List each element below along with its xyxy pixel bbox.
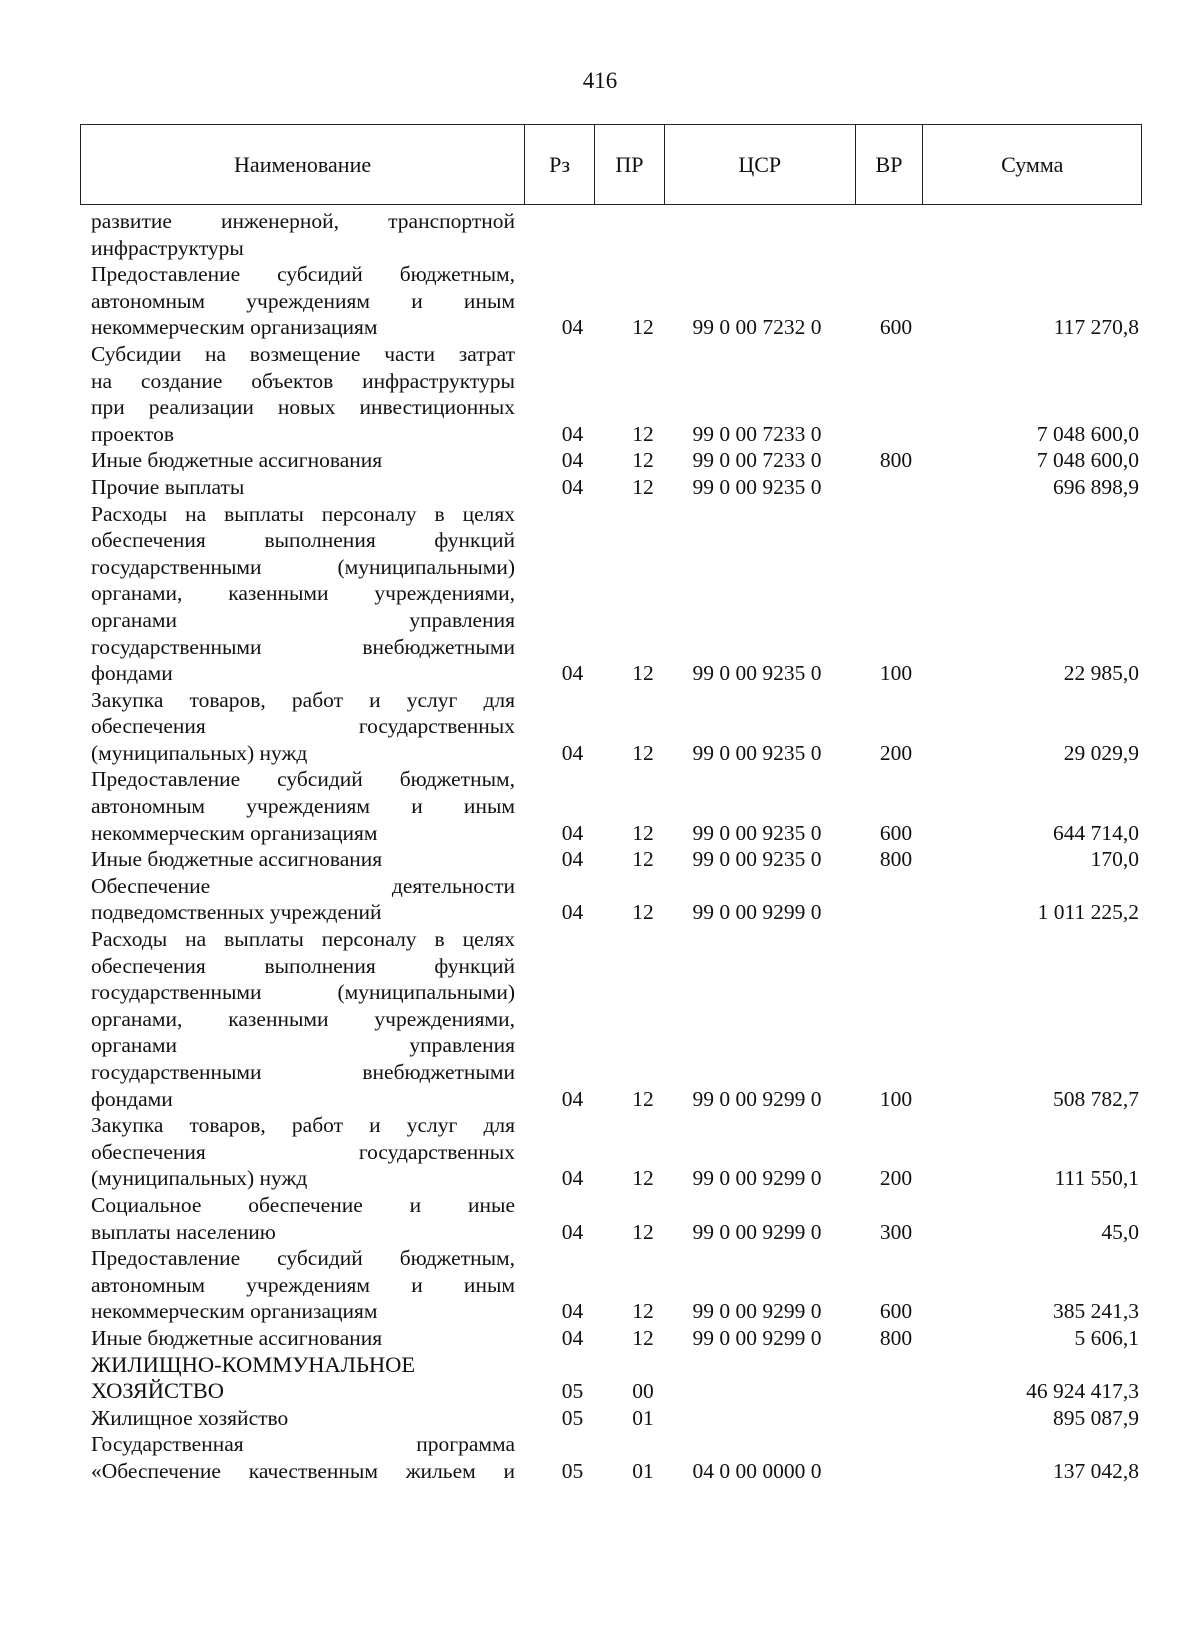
row-name-line: фондами: [91, 661, 173, 686]
row-rz: 04: [561, 315, 584, 340]
row-vr: 300: [879, 1219, 913, 1244]
row-rz: 04: [561, 448, 584, 473]
row-pr: 12: [632, 1219, 654, 1244]
row-vr: 800: [879, 448, 913, 473]
row-name-line: Обеспечение деятельности: [91, 873, 515, 898]
row-rz: 04: [561, 474, 584, 499]
row-sum: 137 042,8: [1053, 1458, 1139, 1483]
row-sum: 45,0: [1101, 1219, 1139, 1244]
row-csr: 99 0 00 7232 0: [692, 315, 822, 340]
row-name-line: государственными (муниципальными): [91, 554, 515, 579]
row-name-line: Закупка товаров, работ и услуг для: [91, 687, 515, 712]
row-name-line: фондами: [91, 1086, 173, 1111]
table-row: [91, 474, 1141, 501]
row-name-line: Государственная программа: [91, 1432, 515, 1457]
row-sum: 5 606,1: [1074, 1325, 1139, 1350]
row-name-line: Субсидии на возмещение части затрат: [91, 341, 515, 366]
row-sum: 22 985,0: [1063, 661, 1139, 686]
row-vr: 600: [879, 820, 913, 845]
row-pr: 12: [632, 1086, 654, 1111]
row-csr: 99 0 00 9235 0: [692, 820, 822, 845]
row-name-line: Предоставление субсидий бюджетным,: [91, 262, 515, 287]
row-name-line: Расходы на выплаты персоналу в целях: [91, 501, 515, 526]
table-row: [91, 1112, 1141, 1192]
row-name: [91, 846, 515, 873]
row-csr: 99 0 00 9235 0: [692, 661, 822, 686]
header-name: Наименование: [81, 125, 525, 204]
row-name-line: обеспечения выполнения функций: [91, 953, 515, 978]
row-name: [91, 1405, 515, 1432]
row-sum: 7 048 600,0: [1036, 421, 1139, 446]
row-name-line: Социальное обеспечение и иные: [91, 1192, 515, 1217]
row-name-line: «Обеспечение качественным жильем и: [91, 1458, 515, 1483]
row-name-line: автономным учреждениям и иным: [91, 288, 515, 313]
row-rz: 04: [561, 740, 584, 765]
row-pr: 12: [632, 661, 654, 686]
table-row: [91, 846, 1141, 873]
row-pr: 12: [632, 900, 654, 925]
row-rz: 04: [561, 661, 584, 686]
row-name-line: органами управления: [91, 1033, 515, 1058]
row-name-line: Закупка товаров, работ и услуг для: [91, 1113, 515, 1138]
row-name-line: некоммерческим организациям: [91, 315, 378, 340]
row-pr: 12: [632, 740, 654, 765]
row-pr: 12: [632, 315, 654, 340]
row-name-line: Иные бюджетные ассигнования: [91, 1325, 383, 1350]
row-name-line: Расходы на выплаты персоналу в целях: [91, 927, 515, 952]
row-name-line: обеспечения государственных: [91, 1139, 515, 1164]
row-rz: 05: [561, 1458, 584, 1483]
table-row: [91, 208, 1141, 261]
row-name: [91, 447, 515, 474]
row-csr: 04 0 00 0000 0: [692, 1458, 822, 1483]
row-rz: 04: [561, 900, 584, 925]
row-rz: 05: [561, 1405, 584, 1430]
row-vr: 100: [879, 1086, 913, 1111]
row-name-line: ЖИЛИЩНО-КОММУНАЛЬНОЕ: [91, 1351, 416, 1377]
row-name-line: органами, казенными учреждениями,: [91, 581, 515, 606]
row-csr: 99 0 00 9235 0: [692, 740, 822, 765]
row-name-line: обеспечения выполнения функций: [91, 528, 515, 553]
row-name-line: Прочие выплаты: [91, 474, 245, 499]
table-row: [91, 687, 1141, 767]
row-csr: 99 0 00 9299 0: [692, 1219, 822, 1244]
table-row: [91, 1352, 1141, 1405]
row-name-line: государственными (муниципальными): [91, 980, 515, 1005]
table-body: [91, 208, 1141, 1485]
row-vr: 600: [879, 315, 913, 340]
row-name-line: обеспечения государственных: [91, 714, 515, 739]
row-rz: 04: [561, 1219, 584, 1244]
table-row: [91, 261, 1141, 341]
row-name-line: автономным учреждениям и иным: [91, 794, 515, 819]
row-sum: 29 029,9: [1063, 740, 1139, 765]
row-csr: 99 0 00 9235 0: [692, 474, 822, 499]
table-row: [91, 447, 1141, 474]
row-sum: 696 898,9: [1053, 474, 1139, 499]
row-name-line: подведомственных учреждений: [91, 900, 382, 925]
row-name: [91, 261, 515, 341]
row-csr: 99 0 00 9299 0: [692, 1299, 822, 1324]
table-row: [91, 341, 1141, 447]
row-csr: 99 0 00 9299 0: [692, 1166, 822, 1191]
header-rz: Рз: [525, 125, 595, 204]
row-name: [91, 687, 515, 767]
row-name: [91, 208, 515, 261]
row-sum: 508 782,7: [1053, 1086, 1139, 1111]
table-row: [91, 873, 1141, 926]
row-name-line: некоммерческим организациям: [91, 820, 378, 845]
row-name: [91, 926, 515, 1112]
row-name-line: государственными внебюджетными: [91, 634, 515, 659]
row-vr: 600: [879, 1299, 913, 1324]
row-name-line: Иные бюджетные ассигнования: [91, 847, 383, 872]
row-rz: 04: [561, 1325, 584, 1350]
row-csr: 99 0 00 7233 0: [692, 448, 822, 473]
row-pr: 01: [632, 1405, 654, 1430]
row-rz: 04: [561, 1086, 584, 1111]
row-sum: 46 924 417,3: [1026, 1379, 1139, 1404]
row-csr: 99 0 00 9299 0: [692, 1325, 822, 1350]
row-name-line: автономным учреждениям и иным: [91, 1272, 515, 1297]
table-row: [91, 766, 1141, 846]
row-vr: 100: [879, 661, 913, 686]
row-name-line: (муниципальных) нужд: [91, 1166, 308, 1191]
table-header: [80, 124, 1142, 205]
row-pr: 12: [632, 421, 654, 446]
page-number: 416: [582, 68, 618, 93]
row-rz: 04: [561, 847, 584, 872]
table-row: [91, 1245, 1141, 1325]
row-name: [91, 1112, 515, 1192]
row-name: [91, 1352, 515, 1405]
row-name-line: выплаты населению: [91, 1219, 276, 1244]
table-row: [91, 1192, 1141, 1245]
row-name-line: органами управления: [91, 607, 515, 632]
row-name-line: развитие инженерной, транспортной: [91, 209, 515, 233]
header-sum: Сумма: [1001, 151, 1064, 177]
row-sum: 644 714,0: [1053, 820, 1139, 845]
row-csr: 99 0 00 9299 0: [692, 1086, 822, 1111]
row-name: [91, 341, 515, 447]
row-name-line: на создание объектов инфраструктуры: [91, 368, 515, 393]
row-name: [91, 474, 515, 501]
row-rz: 05: [561, 1379, 584, 1404]
table-row: [91, 1431, 1141, 1484]
row-vr: 200: [879, 1166, 913, 1191]
row-pr: 12: [632, 474, 654, 499]
row-name-line: Жилищное хозяйство: [91, 1405, 289, 1430]
row-pr: 12: [632, 448, 654, 473]
row-name: [91, 501, 515, 687]
row-rz: 04: [561, 820, 584, 845]
table-row: [91, 926, 1141, 1112]
header-vr: ВР: [856, 125, 924, 204]
header-csr: ЦСР: [665, 125, 856, 204]
row-csr: 99 0 00 7233 0: [692, 421, 822, 446]
row-name-line: ХОЗЯЙСТВО: [91, 1378, 225, 1404]
row-name-line: органами, казенными учреждениями,: [91, 1006, 515, 1031]
row-sum: 1 011 225,2: [1037, 900, 1139, 925]
row-name-line: проектов: [91, 421, 174, 446]
row-vr: 800: [879, 847, 913, 872]
row-pr: 01: [632, 1458, 654, 1483]
row-pr: 00: [632, 1379, 654, 1404]
row-sum: 895 087,9: [1053, 1405, 1139, 1430]
row-name: [91, 1325, 515, 1352]
row-rz: 04: [561, 1166, 584, 1191]
row-rz: 04: [561, 1299, 584, 1324]
table-row: [91, 501, 1141, 687]
table-row: [91, 1405, 1141, 1432]
row-name: [91, 1245, 515, 1325]
row-name-line: Предоставление субсидий бюджетным,: [91, 767, 515, 792]
row-pr: 12: [632, 1325, 654, 1350]
table-row: [91, 1325, 1141, 1352]
row-vr: 200: [879, 740, 913, 765]
row-name: [91, 766, 515, 846]
header-pr: ПР: [595, 125, 665, 204]
row-csr: 99 0 00 9235 0: [692, 847, 822, 872]
row-sum: 385 241,3: [1053, 1299, 1139, 1324]
row-name-line: (муниципальных) нужд: [91, 740, 308, 765]
row-name: [91, 1431, 515, 1484]
row-sum: 111 550,1: [1054, 1166, 1139, 1191]
row-name-line: Иные бюджетные ассигнования: [91, 448, 383, 473]
row-sum: 117 270,8: [1053, 315, 1139, 340]
row-pr: 12: [632, 820, 654, 845]
row-sum: 170,0: [1090, 847, 1139, 872]
row-csr: 99 0 00 9299 0: [692, 900, 822, 925]
row-pr: 12: [632, 1166, 654, 1191]
row-name-line: Предоставление субсидий бюджетным,: [91, 1246, 515, 1271]
row-rz: 04: [561, 421, 584, 446]
row-pr: 12: [632, 847, 654, 872]
row-sum: 7 048 600,0: [1036, 448, 1139, 473]
row-pr: 12: [632, 1299, 654, 1324]
row-name: [91, 1192, 515, 1245]
row-vr: 800: [879, 1325, 913, 1350]
row-name-line: государственными внебюджетными: [91, 1060, 515, 1084]
row-name-line: инфраструктуры: [91, 235, 244, 260]
row-name-line: при реализации новых инвестиционных: [91, 395, 515, 420]
row-name: [91, 873, 515, 926]
row-name-line: некоммерческим организациям: [91, 1299, 378, 1324]
